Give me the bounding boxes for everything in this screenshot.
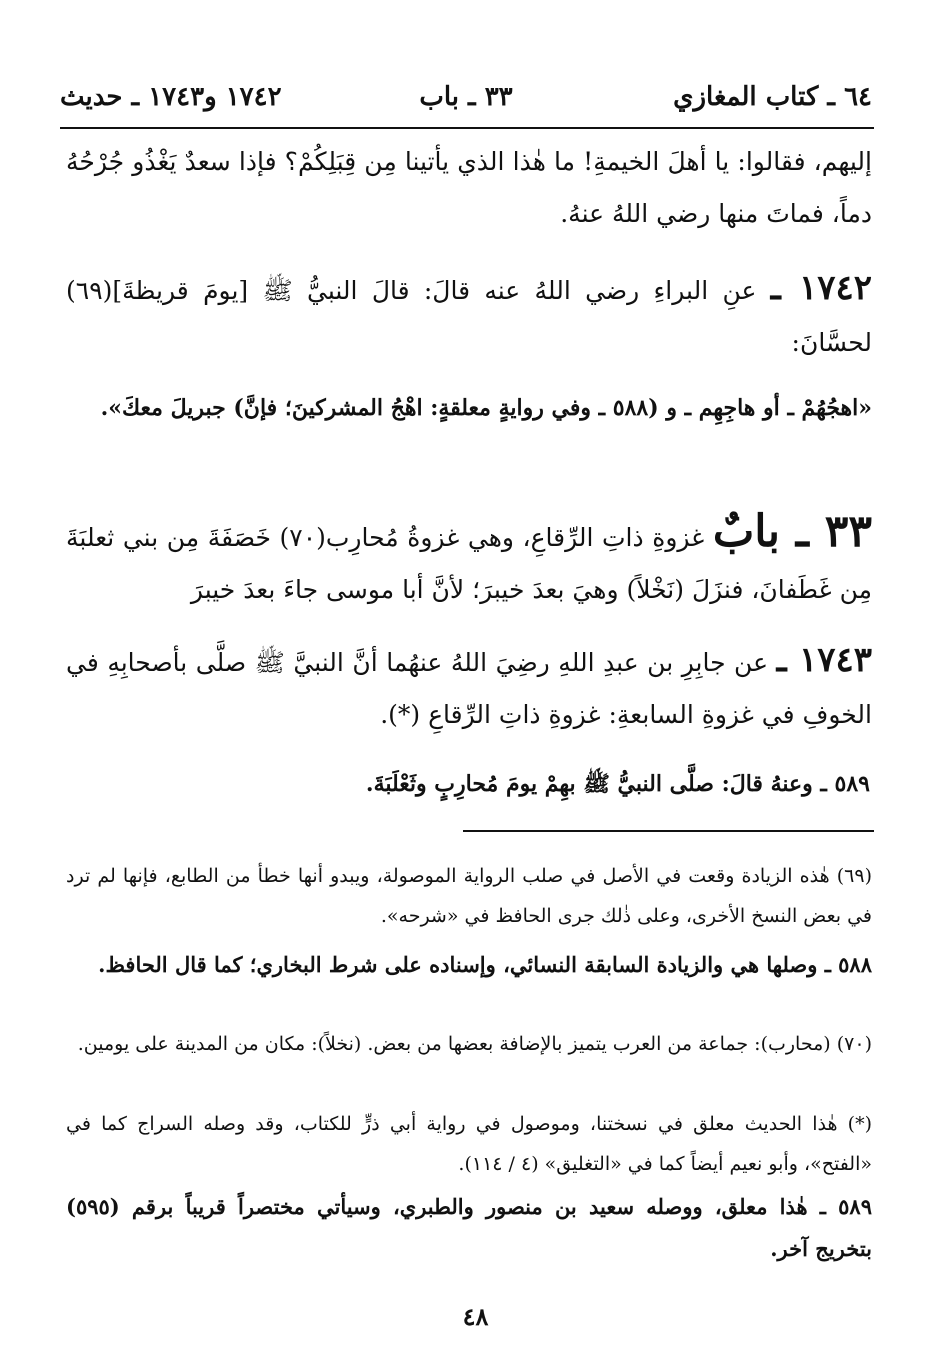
hadith-text-1742: عنِ البراءِ رضي اللهُ عنه قالَ: قالَ النبيُّ ﷺ [يومَ قريظةَ](٦٩) لحسَّانَ: <box>66 276 872 357</box>
quote-1742 <box>66 380 872 436</box>
chapter-33 <box>66 506 872 616</box>
footnote-text-588: ٥٨٨ ـ وصلها هي والزيادة السابقة النسائي، وإسناده على شرط البخاري؛ كما قال الحافظ. <box>98 952 872 977</box>
footnote-divider <box>463 830 874 832</box>
header-hadith-range: ١٧٤٢ و١٧٤٣ ـ حديث <box>60 82 282 112</box>
header-chapter: ٣٣ ـ باب <box>419 82 513 112</box>
continuation-text: إليهم، فقالوا: يا أهلَ الخيمةِ! ما هٰذا الذي يأتينا مِن قِبَلِكُمْ؟ فإذا سعدٌ يَغْذُو جُرْحُهُ دماً، فماتَ منها رضي اللهُ عنهُ. <box>66 147 872 228</box>
hadith-1743 <box>66 634 872 741</box>
footnote-text-70: (٧٠) (محارب): جماعة من العرب يتميز بالإضافة بعضها من بعض. (نخلاً): مكان من المدينة على يومين. <box>77 1033 872 1055</box>
sub-narration-589 <box>310 762 870 806</box>
hadith-number-1742: ١٧٤٢ ـ <box>770 268 872 308</box>
hadith-text-1743: عن جابِرِ بن عبدِ اللهِ رضِيَ اللهُ عنهُما أنَّ النبيَّ ﷺ صلَّى بأصحابِهِ في الخوفِ في غزوةِ السابعةِ: غزوةِ ذاتِ الرِّقاعِ (*). <box>66 648 872 729</box>
chapter-heading-33: ٣٣ ـ بابٌ <box>712 506 872 557</box>
continuation-paragraph <box>66 136 872 240</box>
footnote-text-69: (٦٩) هٰذه الزيادة وقعت في الأصل في صلب الرواية الموصولة، ويبدو أنها خطأ من الطابع، فإنها لم ترد في بعض النسخ الأخرى، وعلى ذٰلك جرى الحافظ في «شرحه». <box>66 865 872 927</box>
footnote-star <box>66 1104 872 1184</box>
footnote-text-589: ٥٨٩ ـ هٰذا معلق، ووصله سعيد بن منصور والطبري، وسيأتي مختصراً قريباً برقم (٥٩٥) بتخريج آخر. <box>66 1194 872 1261</box>
hadith-number-1743: ١٧٤٣ ـ <box>776 640 872 680</box>
chapter-title-33: غزوةِ ذاتِ الرِّقاعِ، وهي غزوةُ مُحارِب(٧٠) خَصَفَةَ مِن بني ثعلبَةَ مِن غَطَفانَ، فنزَلَ (نَخْلاً) وهيَ بعدَ خيبرَ؛ لأنَّ أبا موسى جاءَ بعدَ خيبرَ <box>66 523 872 604</box>
footnote-69 <box>66 856 872 936</box>
quote-text-1742: «اهجُهُمْ ـ أو هاجِهِم ـ و (٥٨٨ ـ وفي روايةٍ معلقةٍ: اهْجُ المشركينَ؛ فإنَّ) جبريلَ معكَ». <box>100 395 872 421</box>
header-book-title: ٦٤ ـ كتاب المغازي <box>673 82 872 112</box>
footnote-text-star: (*) هٰذا الحديث معلق في نسختنا، وموصول في رواية أبي ذرٍّ للكتاب، وقد وصله السراج كما في «الفتح»، وأبو نعيم أيضاً كما في «التغليق» (٤ / ١١٤). <box>66 1113 872 1175</box>
footnote-588 <box>66 944 872 986</box>
footnote-70 <box>66 1024 872 1064</box>
hadith-1742 <box>66 262 872 369</box>
header-divider <box>60 127 874 129</box>
running-header <box>60 82 872 122</box>
page-number: ٤٨ <box>462 1302 489 1331</box>
footnote-589 <box>66 1186 872 1270</box>
sub-narration-text-589: ٥٨٩ ـ وعنهُ قالَ: صلَّى النبيُّ ﷺ بهِمْ يومَ مُحارِبٍ وثَعْلَبَةَ. <box>365 771 870 797</box>
